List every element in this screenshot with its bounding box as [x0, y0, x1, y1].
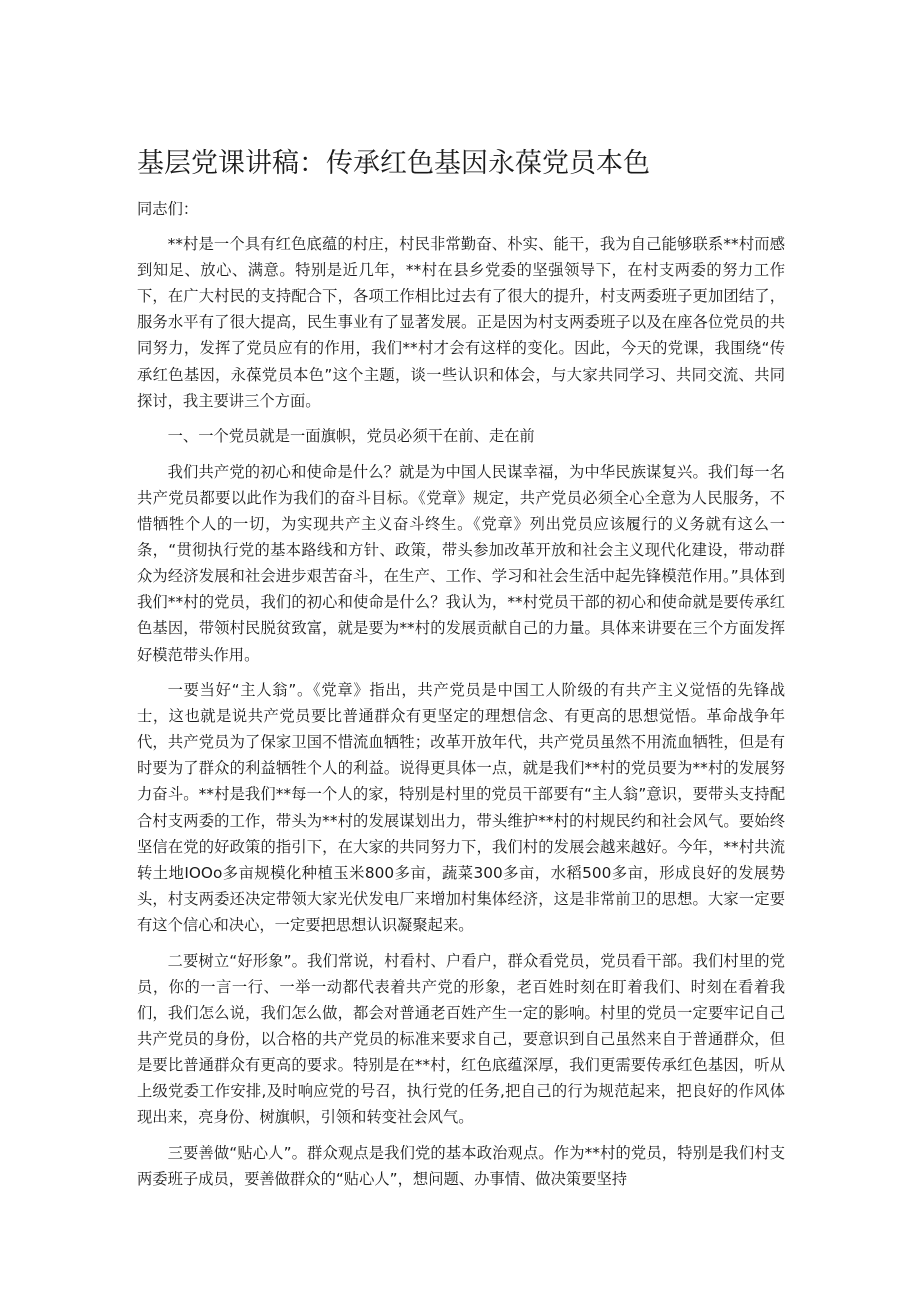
paragraph-intro: **村是一个具有红色底蕴的村庄，村民非常勤奋、朴实、能干，我为自己能够联系**村而感到知足、放心、满意。特别是近几年，**村在县乡党委的坚强领导下，在村支两委的努力工作下，在广大村民的支持配合下，各项工作相比过去有了很大的提升，村支两委班子更加团结了，服务水平有了很大提高，民生事业有了显著发展。正是因为村支两委班子以及在座各位党员的共同努力，发挥了党员应有的作用，我们**村才会有这样的变化。因此，今天的党课，我围绕“传承红色基因，永葆党员本色”这个主题，谈一些认识和体会，与大家共同学习、共同交流、共同探讨，我主要讲三个方面。	[137, 235, 785, 410]
paragraph-mission: 我们共产党的初心和使命是什么？就是为中国人民谋幸福，为中华民族谋复兴。我们每一名共产党员都要以此作为我们的奋斗目标。《党章》规定，共产党员必须全心全意为人民服务，不惜牺牲个人的一切，为实现共产主义奋斗终生。《党章》列出党员应该履行的义务就有这么一条，“贯彻执行党的基本路线和方针、政策，带头参加改革开放和社会主义现代化建设，带动群众为经济发展和社会进步艰苦奋斗，在生产、工作、学习和社会生活中起先锋模范作用。”具体到我们**村的党员，我们的初心和使命是什么？我认为，**村党员干部的初心和使命就是要传承红色基因，带领村民脱贫致富，就是要为**村的发展贡献自己的力量。具体来讲要在三个方面发挥好模范带头作用。	[137, 462, 785, 664]
paragraph-caring: 三要善做“贴心人”。群众观点是我们党的基本政治观点。作为**村的党员，特别是我们村支两委班子成员，要善做群众的“贴心人”，想问题、办事情、做决策要坚持	[137, 1143, 785, 1188]
paragraph-owner: 一要当好“主人翁”。《党章》指出，共产党员是中国工人阶级的有共产主义觉悟的先锋战士，这也就是说共产党员要比普通群众有更坚定的理想信念、有更高的思想觉悟。革命战争年代，共产党员为了保家卫国不惜流血牺牲；改革开放年代，共产党员虽然不用流血牺牲，但是有时要为了群众的利益牺牲个人的利益。说得更具体一点，就是我们**村的党员要为**村的发展努力奋斗。**村是我们**每一个人的家，特别是村里的党员干部要有“主人翁”意识，要带头支持配合村支两委的工作，带头为**村的发展谋划出力，带头维护**村的村规民约和社会风气。要始终坚信在党的好政策的指引下，在大家的共同努力下，我们村的发展会越来越好。今年，**村共流转土地IOOo多亩规模化种植玉米800多亩，蔬菜300多亩，水稻500多亩，形成良好的发展势头，村支两委还决定带领大家光伏发电厂来增加村集体经济，这是非常前卫的思想。大家一定要有这个信心和决心，一定要把思想认识凝聚起来。	[137, 681, 785, 934]
salutation: 同志们：	[137, 200, 199, 218]
paragraph-image: 二要树立“好形象”。我们常说，村看村、户看户，群众看党员，党员看干部。我们村里的党员，你的一言一行、一举一动都代表着共产党的形象，老百姓时刻在盯着我们、时刻在看着我们，我们怎么说，我们怎么做，都会对普通老百姓产生一定的影响。村里的党员一定要牢记自己共产党员的身份，以合格的共产党员的标准来要求自己，要意识到自己虽然来自于普通群众，但是要比普通群众有更高的要求。特别是在**村，红色底蕴深厚，我们更需要传承红色基因，听从上级党委工作安排,及时响应党的号召，执行党的任务,把自己的行为规范起来，把良好的作风体现出来，亮身份、树旗帜，引领和转变社会风气。	[137, 951, 785, 1127]
section-heading-1: 一、一个党员就是一面旗帜，党员必须干在前、走在前	[167, 427, 535, 446]
document-body	[137, 196, 785, 1201]
document-title: 基层党课讲稿：传承红色基因永葆党员本色	[137, 148, 650, 179]
